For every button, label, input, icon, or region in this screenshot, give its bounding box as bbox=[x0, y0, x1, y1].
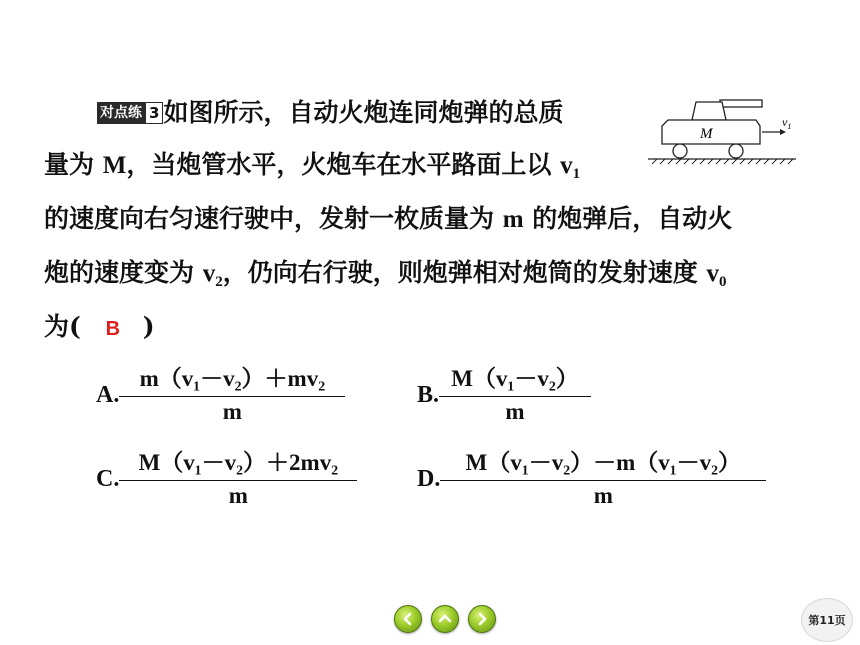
option-d-letter: D. bbox=[417, 466, 441, 492]
practice-badge bbox=[97, 102, 163, 124]
option-a-fraction bbox=[119, 364, 345, 427]
problem-text-5a: 为( bbox=[44, 312, 81, 341]
option-c-fraction bbox=[119, 448, 357, 511]
var-v2: $v_2$ bbox=[202, 260, 223, 290]
problem-line-5 bbox=[44, 310, 155, 346]
option-d[interactable] bbox=[417, 448, 766, 511]
page-number bbox=[801, 598, 853, 642]
problem-text-4a: 炮的速度变为 bbox=[44, 258, 195, 287]
problem-line-2 bbox=[44, 148, 580, 191]
var-M: M bbox=[102, 152, 127, 179]
answer-mark: B bbox=[105, 318, 121, 340]
prev-button[interactable] bbox=[394, 605, 422, 633]
velocity-label: $v_1$ bbox=[782, 115, 792, 131]
option-b-denominator: m bbox=[505, 399, 525, 424]
page-number-label: 第11页 bbox=[808, 614, 846, 627]
option-b-fraction bbox=[439, 364, 591, 427]
problem-text-1: 如图所示，自动火炮连同炮弹的总质 bbox=[163, 98, 564, 127]
home-button[interactable] bbox=[431, 605, 459, 633]
option-a[interactable] bbox=[96, 364, 345, 427]
problem-text-3a: 的速度向右匀速行驶中，发射一枚质量为 bbox=[44, 204, 495, 233]
option-c[interactable] bbox=[96, 448, 357, 511]
option-a-numerator: m（v₁－v₂）＋mv₂ bbox=[119, 364, 345, 397]
badge-label: 对点练 bbox=[97, 102, 145, 124]
option-b-letter: B. bbox=[417, 382, 440, 408]
problem-text-5b: ) bbox=[142, 312, 155, 341]
problem-line-4 bbox=[44, 256, 726, 299]
option-b-numerator: M（v₁－v₂） bbox=[439, 364, 591, 397]
chevron-up-icon bbox=[438, 612, 452, 626]
option-a-denominator: m bbox=[222, 399, 242, 424]
next-button[interactable] bbox=[468, 605, 496, 633]
option-d-numerator: M（v₁－v₂）－m（v₁－v₂） bbox=[440, 448, 766, 481]
option-b[interactable] bbox=[417, 364, 591, 427]
option-c-numerator: M（v₁－v₂）＋2mv₂ bbox=[119, 448, 357, 481]
option-d-denominator: m bbox=[593, 483, 613, 508]
badge-number: 3 bbox=[145, 102, 163, 124]
chevron-left-icon bbox=[401, 612, 415, 626]
problem-text-2b: ，当炮管水平，火炮车在水平路面上以 bbox=[126, 150, 552, 179]
problem-line-1 bbox=[97, 96, 563, 130]
tank-figure bbox=[648, 92, 798, 170]
option-c-letter: C. bbox=[96, 466, 120, 492]
var-v0: $v_0$ bbox=[706, 260, 727, 290]
chevron-right-icon bbox=[475, 612, 489, 626]
problem-text-4b: ，仍向右行驶，则炮弹相对炮筒的发射速度 bbox=[222, 258, 698, 287]
option-c-denominator: m bbox=[228, 483, 248, 508]
problem-text-2a: 量为 bbox=[44, 150, 95, 179]
option-d-fraction bbox=[440, 448, 766, 511]
var-v1: $v_1$ bbox=[560, 152, 581, 182]
option-a-letter: A. bbox=[96, 382, 120, 408]
var-m: m bbox=[502, 206, 524, 233]
problem-line-3 bbox=[44, 202, 732, 237]
problem-text-3b: 的炮弹后，自动火 bbox=[532, 204, 733, 233]
mass-label: M bbox=[700, 126, 713, 142]
